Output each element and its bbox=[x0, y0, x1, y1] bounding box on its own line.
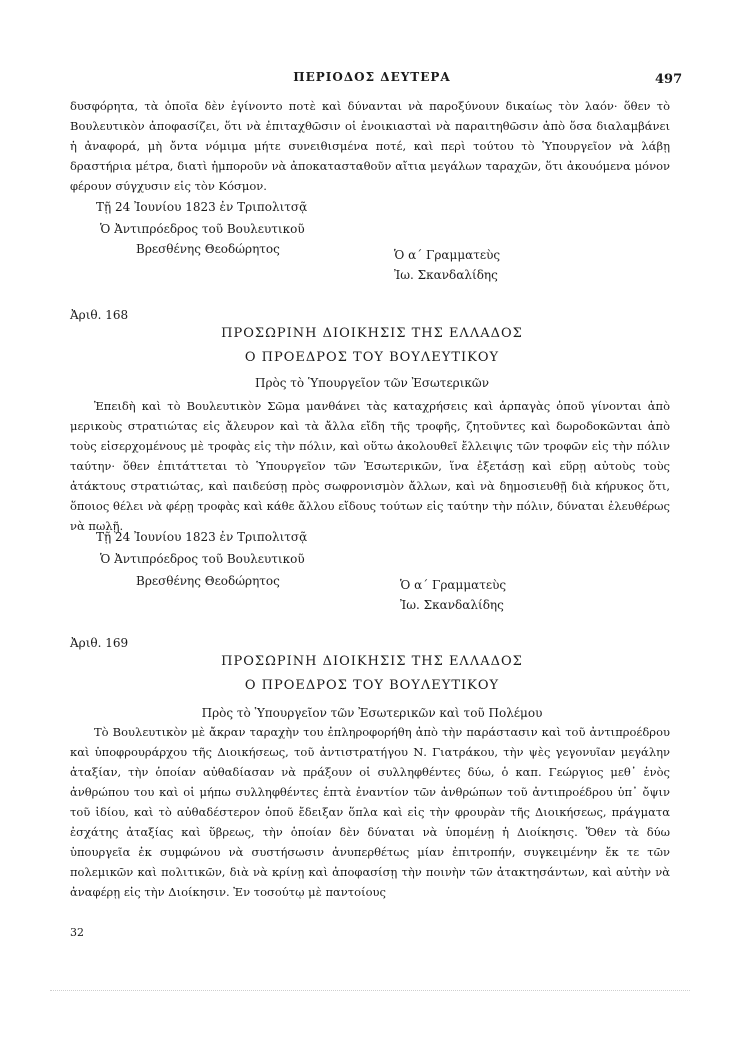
doc169-heading-president: Ο ΠΡΟΕΔΡΟΣ ΤΟΥ ΒΟΥΛΕΥΤΙΚΟΥ bbox=[244, 678, 500, 693]
doc0-date: Τῇ 24 Ἰουνίου 1823 ἐν Τριπολιτσᾷ bbox=[96, 200, 308, 214]
doc0-vp-title: Ὁ Ἀντιπρόεδρος τοῦ Βουλευτικοῦ bbox=[100, 222, 305, 236]
doc169-heading-government: ΠΡΟΣΩΡΙΝΗ ΔΙΟΙΚΗΣΙΣ ΤΗΣ ΕΛΛΑΔΟΣ bbox=[221, 654, 523, 669]
doc168-vp-name: Βρεσθένης Θεοδώρητος bbox=[136, 574, 280, 588]
doc168-heading-government: ΠΡΟΣΩΡΙΝΗ ΔΙΟΙΚΗΣΙΣ ΤΗΣ ΕΛΛΑΔΟΣ bbox=[221, 326, 523, 341]
doc0-secretary-name: Ἰω. Σκανδαλίδης bbox=[394, 268, 498, 282]
doc168-secretary-name: Ἰω. Σκανδαλίδης bbox=[400, 598, 504, 612]
doc169-addressee: Πρὸς τὸ Ὑπουργεῖον τῶν Ἐσωτερικῶν καὶ τοῦ Πολέμου bbox=[201, 706, 543, 720]
running-header: ΠΕΡΙΟΔΟΣ ΔΕΥΤΕΡΑ bbox=[293, 70, 451, 84]
signature-mark: 32 bbox=[70, 926, 84, 939]
doc0-vp-name: Βρεσθένης Θεοδώρητος bbox=[136, 242, 280, 256]
doc168-secretary-title: Ὁ α΄ Γραμματεὺς bbox=[400, 578, 507, 592]
doc168-number: Ἀριθ. 168 bbox=[70, 308, 129, 322]
doc168-body: Ἐπειδὴ καὶ τὸ Βουλευτικὸν Σῶμα μανθάνει τὰς καταχρήσεις καὶ ἁρπαγὰς ὁποῦ γίνονται ἀπὸ μερικοὺς στρατιώτας εἰς ἄλευρον καὶ τὰ ἄλλα εἴδη τῆς τροφῆς, ζητοῦντες καὶ δωροδοκῶνται ἀπὸ τοὺς εἰσερχομένους μὲ τροφὰς εἰς τὴν πόλιν, καὶ οὕτω ἀκολουθεῖ ἔλλειψις τῶν τροφῶν εἰς τὴν πόλιν ταύτην· ὅθεν ἐπιτάττεται τὸ Ὑπουργεῖον τῶν Ἐσωτερικῶν, ἵνα ἐξετάσῃ καὶ εὕρῃ αὐτοὺς τοὺς ἀτάκτους στρατιώτας, καὶ παιδεύσῃ πρὸς σωφρονισμὸν ἄλλων, καὶ νὰ δημοσιευθῇ διὰ κήρυκος ὅτι, ὅποιος θέλει νὰ φέρῃ τροφὰς καὶ κάθε ἄλλου εἴδους τούτων εἰς ταύτην τὴν πόλιν, δύναται ἐλευθέρως νὰ πωλῇ. bbox=[70, 399, 670, 533]
continuation-paragraph: δυσφόρητα, τὰ ὁποῖα δὲν ἐγίνοντο ποτὲ καὶ δύνανται νὰ παροξύνουν δικαίως τὸν λαόν· ὅθεν τὸ Βουλευτικὸν ἀποφασίζει, ὅτι νὰ ἐπιταχθῶσιν οἱ ἐνοικιασταὶ νὰ παραιτηθῶσιν ἀπὸ ὅσα διαλαμβάνει ἡ ἀναφορά, μὴ ὄντα νόμιμα μήτε συνειθισμένα ποτέ, καὶ περὶ τούτου τὸ Ὑπουργεῖον νὰ λάβῃ δραστήρια μέτρα, διατὶ ἠμποροῦν νὰ ἀποκατασταθοῦν αἴτια μεγάλων ταραχῶν, ὅτι ἀκουόμενα μόνον φέρουν σύγχυσιν εἰς τὸν Κόσμον. bbox=[70, 99, 670, 193]
doc168-addressee: Πρὸς τὸ Ὑπουργεῖον τῶν Ἐσωτερικῶν bbox=[255, 376, 489, 390]
doc0-secretary-title: Ὁ α΄ Γραμματεὺς bbox=[394, 248, 501, 262]
doc169-number: Ἀριθ. 169 bbox=[70, 636, 129, 650]
page-number: 497 bbox=[655, 72, 683, 87]
doc168-date: Τῇ 24 Ἰουνίου 1823 ἐν Τριπολιτσᾷ bbox=[96, 530, 308, 544]
doc168-heading-president: Ο ΠΡΟΕΔΡΟΣ ΤΟΥ ΒΟΥΛΕΥΤΙΚΟΥ bbox=[244, 350, 500, 365]
doc168-vp-title: Ὁ Ἀντιπρόεδρος τοῦ Βουλευτικοῦ bbox=[100, 552, 305, 566]
doc169-body: Τὸ Βουλευτικὸν μὲ ἄκραν ταραχὴν του ἐπληροφορήθη ἀπὸ τὴν παράστασιν καὶ τοῦ ἀντιπροέδρου καὶ ὑποφρουράρχου τῆς Διοικήσεως, τοῦ ἀντιστρατήγου Ν. Γιατράκου, τὴν ψὲς γεγονυῖαν μεγάλην ἀταξίαν, τὴν ὁποίαν αὐθαδίασαν νὰ πράξουν οἱ συλληφθέντες δύω, ὁ καπ. Γεώργιος μεθ᾽ ἑνὸς ἀνθρώπου του καὶ οἱ μήπω συλληφθέντες ἑπτὰ ἐναντίον τῶν ἀνθρώπων τοῦ ἀντιπροέδρου ὑπ᾽ ὄψιν τοῦ ἰδίου, καὶ τὸ αὐθαδέστερον ὁποῦ ἔδειξαν ὅπλα καὶ εἰς τὴν φρουρὰν τῆς Διοικήσεως, πράγματα ἐσχάτης ἀταξίας καὶ ὕβρεως, τὴν ὁποίαν δὲν δύναται νὰ ὑπομένῃ ἡ Διοίκησις. Ὅθεν τὰ δύω ὑπουργεῖα ἐκ συμφώνου νὰ συστήσωσιν ἀνυπερθέτως μίαν ἐπιτροπήν, συγκειμένην ἔκ τε τῶν πολεμικῶν καὶ πολιτικῶν, διὰ νὰ κρίνῃ καὶ ἀποφασίσῃ τὴν ποινὴν τῶν ἀτακτησάντων, καὶ αὐτὴν νὰ ἀναφέρῃ εἰς τὴν Διοίκησιν. Ἐν τοσούτῳ μὲ παντοίους bbox=[70, 725, 670, 899]
scan-edge-divider bbox=[50, 990, 690, 991]
